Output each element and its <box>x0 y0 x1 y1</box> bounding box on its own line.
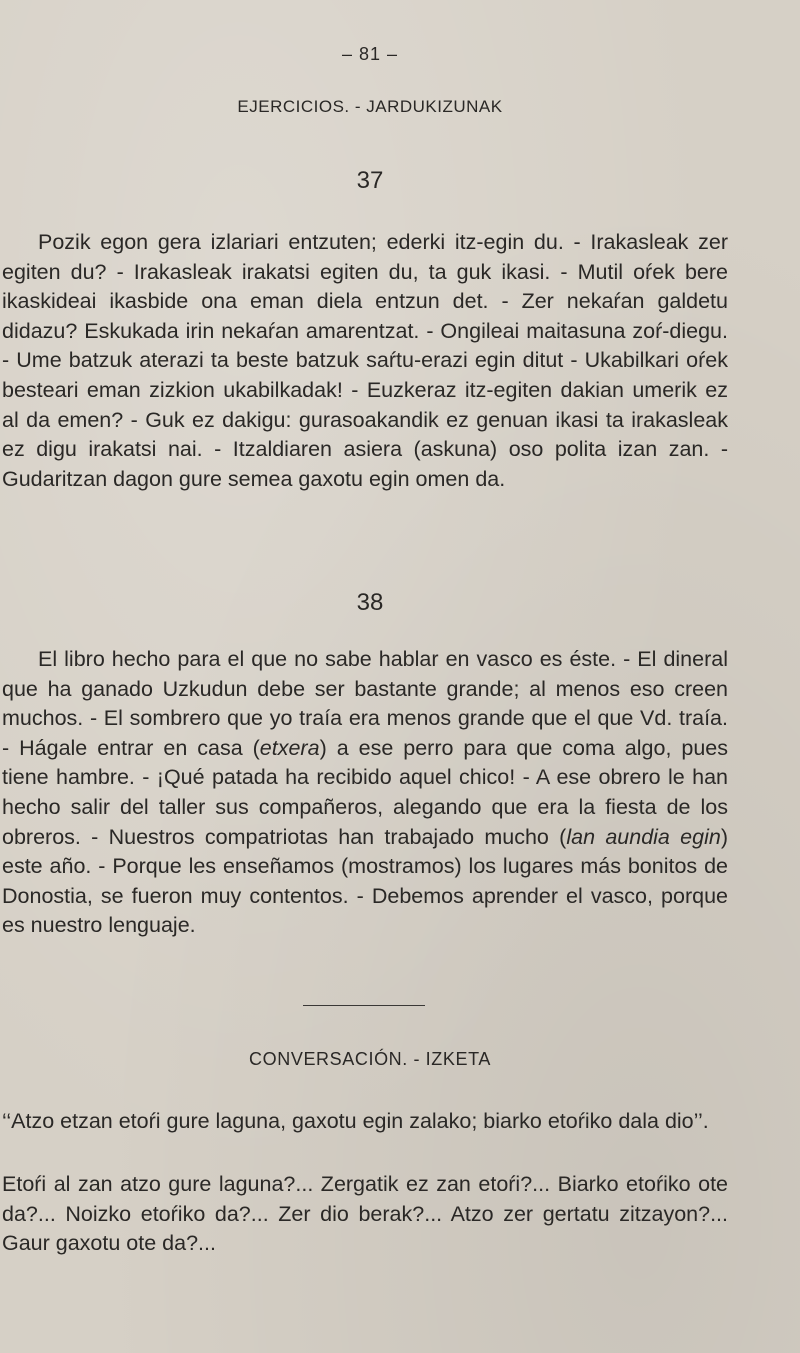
running-head: EJERCICIOS. - JARDUKIZUNAK <box>237 97 503 116</box>
section-divider <box>303 1005 425 1006</box>
conversation-questions-text: Etoŕi al zan atzo gure laguna?... Zergatik ez zan etoŕi?... Biarko etoŕiko ote da?... Noizko etoŕiko da?... Zer dio berak?... Atzo zer gertatu zitzayon?... Gaur gaxotu ote da?... <box>2 1172 728 1256</box>
exercise-number-37: 37 <box>356 167 384 194</box>
exercise-38-text <box>2 645 728 941</box>
conversation-questions <box>2 1170 728 1259</box>
exercise-number-38: 38 <box>356 589 384 616</box>
exercise-38-italic-2: lan aundia egin <box>566 824 721 849</box>
conversation-heading: CONVERSACIÓN. - IZKETA <box>249 1049 491 1069</box>
conversation-quote <box>2 1107 728 1137</box>
exercise-38-body-part-1: El libro hecho para el que no sabe hablar en vasco es éste. - El dineral que ha ganado Uzkudun debe ser bastante grande; al menos eso creen muchos. - El sombrero que yo traía era menos grande que el que Vd. traía. - Hágale entrar en casa ( <box>2 647 728 760</box>
exercise-38-italic-1: etxera <box>259 735 320 760</box>
page-number: – 81 – <box>341 44 399 64</box>
exercise-37-body: Pozik egon gera izlariari entzuten; ederki itz-egin du. - Irakasleak zer egiten du? - Irakasleak irakatsi egiten du, ta guk ikasi. - Mutil oŕek bere ikaskideai ikasbide ona eman diela entzun det. - Zer nekaŕan galdetu didazu? Eskukada irin nekaŕan amarentzat. - Ongileai maitasuna zoŕ-diegu. - Ume batzuk aterazi ta beste batzuk saŕtu-erazi egin ditut - Ukabilkari oŕek besteari eman zizkion ukabilkadak! - Euzkeraz itz-egiten dakian umerik ez al da emen? - Guk ez dakigu: gurasoakandik ez genuan ikasi ta irakasleak ez digu irakatsi nai. - Itzaldiaren asiera (askuna) oso polita izan zan. - Gudaritzan dagon gure semea gaxotu egin omen da. <box>2 230 728 491</box>
exercise-37-text <box>2 228 728 494</box>
exercise-38-body-part-3: ) este año. - Porque les enseñamos (mostramos) los lugares más bonitos de Donostia, se fueron muy contentos. - Debemos aprender el vasco, porque es nuestro lenguaje. <box>2 824 728 938</box>
exercise-38-body-part-2: ) a ese perro para que coma algo, pues tiene hambre. - ¡Qué patada ha recibido aquel chico! - A ese obrero le han hecho salir del taller sus compañeros, alegando que era la fiesta de los obreros. - Nuestros compatriotas han trabajado mucho ( <box>2 735 729 849</box>
conversation-quote-text: ‘‘Atzo etzan etoŕi gure laguna, gaxotu egin zalako; biarko etoŕiko dala dio’’. <box>2 1109 709 1133</box>
